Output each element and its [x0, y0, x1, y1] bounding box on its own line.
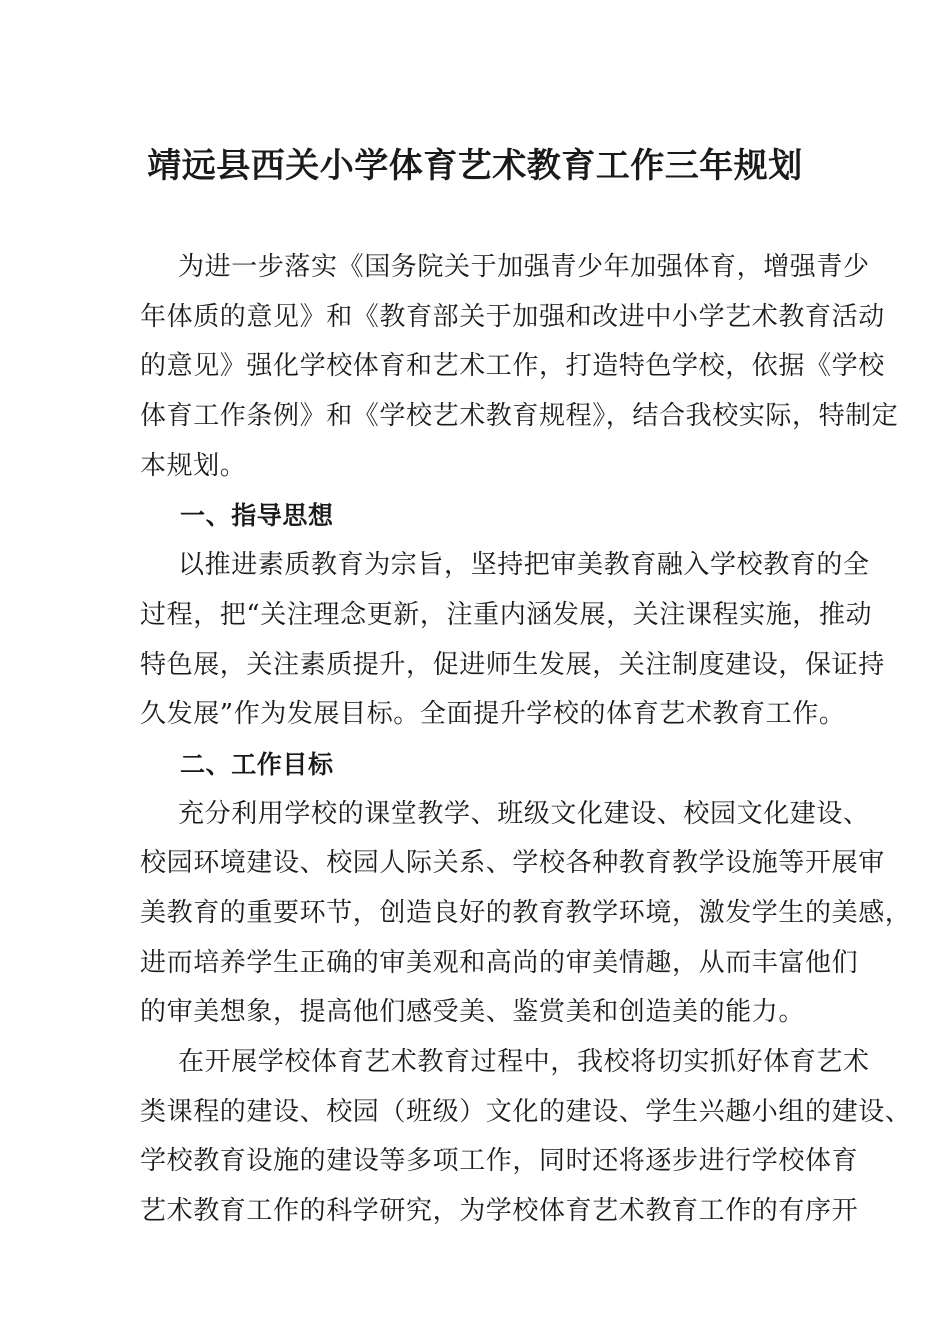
paragraph-line: 特色展，关注素质提升，促进师生发展，关注制度建设，保证持 — [140, 649, 885, 680]
document-body — [140, 243, 912, 1237]
paragraph-line: 美教育的重要环节，创造良好的教育教学环境，激发学生的美感， — [140, 897, 912, 928]
section-heading: 二、工作目标 — [180, 749, 334, 779]
paragraph-line: 年体质的意见》和《教育部关于加强和改进中小学艺术教育活动 — [140, 301, 885, 332]
paragraph-line: 久发展”作为发展目标。全面提升学校的体育艺术教育工作。 — [140, 699, 846, 730]
paragraph-line: 的意见》强化学校体育和艺术工作，打造特色学校，依据《学校 — [140, 351, 885, 382]
paragraph-line: 校园环境建设、校园人际关系、学校各种教育教学设施等开展审 — [140, 848, 885, 879]
paragraph-line: 体育工作条例》和《学校艺术教育规程》，结合我校实际，特制定 — [140, 401, 899, 432]
paragraph-line: 为进一步落实《国务院关于加强青少年加强体育，增强青少 — [178, 252, 870, 282]
paragraph-line: 学校教育设施的建设等多项工作，同时还将逐步进行学校体育 — [140, 1146, 859, 1177]
section-heading: 一、指导思想 — [180, 501, 334, 531]
paragraph-line: 充分利用学校的课堂教学、班级文化建设、校园文化建设、 — [178, 798, 870, 829]
document-title: 靖远县西关小学体育艺术教育工作三年规划 — [147, 146, 803, 186]
paragraph-line: 在开展学校体育艺术教育过程中，我校将切实抓好体育艺术 — [178, 1047, 870, 1077]
paragraph-line: 进而培养学生正确的审美观和高尚的审美情趣，从而丰富他们 — [140, 947, 859, 978]
paragraph-line: 类课程的建设、校园（班级）文化的建设、学生兴趣小组的建设、 — [140, 1096, 912, 1127]
paragraph-line: 过程，把“关注理念更新，注重内涵发展，关注课程实施，推动 — [140, 599, 873, 630]
paragraph-line: 的审美想象，提高他们感受美、鉴赏美和创造美的能力。 — [140, 997, 806, 1028]
paragraph-line: 本规划。 — [140, 450, 247, 481]
paragraph-line: 艺术教育工作的科学研究，为学校体育艺术教育工作的有序开 — [140, 1196, 859, 1227]
paragraph-line: 以推进素质教育为宗旨，坚持把审美教育融入学校教育的全 — [178, 550, 870, 581]
